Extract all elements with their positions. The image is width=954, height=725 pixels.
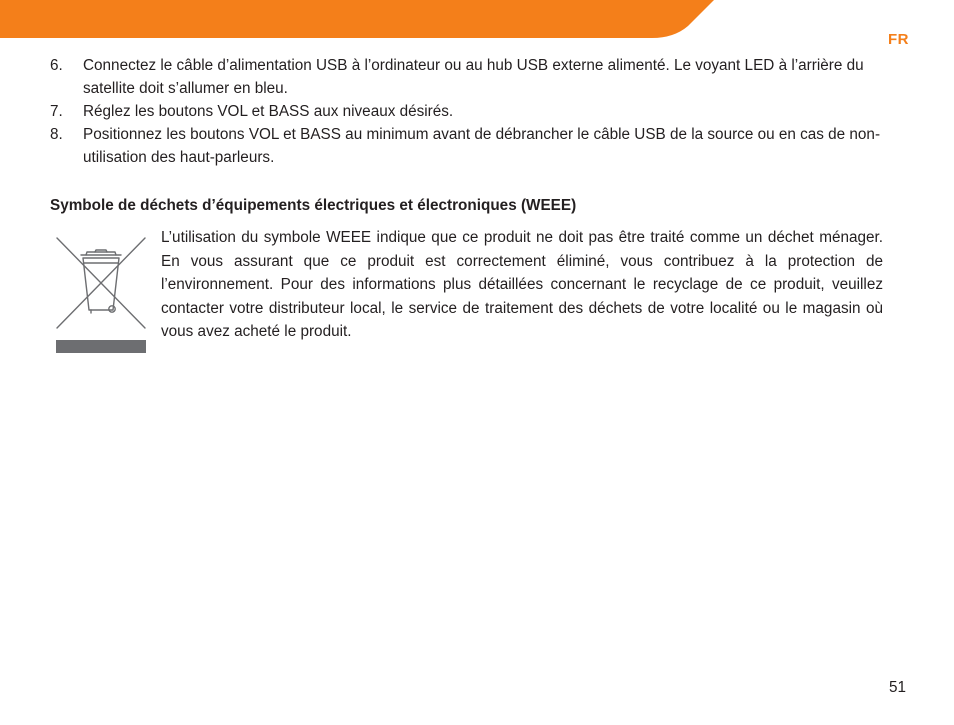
- step-number: 8.: [50, 126, 63, 143]
- step-text: Réglez les boutons VOL et BASS aux niveaux désirés.: [83, 103, 454, 120]
- section-title: Symbole de déchets d’équipements électriques et électroniques (WEEE): [50, 197, 577, 214]
- list-item: [50, 100, 884, 123]
- weee-description: L’utilisation du symbole WEEE indique que ce produit ne doit pas être traité comme un déchet ménager. En vous assurant que ce produit est correctement éliminé, vous contribuez à la protection de l’environnement. Pour des informations plus détaillées concernant le recyclage de ce produit, veuillez contacter votre distributeur local, le service de traitement des déchets de votre localité ou le magasin où vous avez acheté le produit.: [161, 229, 883, 340]
- crossed-out-wheelie-bin-icon: [55, 235, 147, 355]
- step-number: 6.: [50, 57, 63, 74]
- step-text: Positionnez les boutons VOL et BASS au minimum avant de débrancher le câble USB de la source ou en cas de non-utilisation des haut-parleurs.: [83, 126, 881, 166]
- step-number: 7.: [50, 103, 63, 120]
- step-text: Connectez le câble d’alimentation USB à l’ordinateur ou au hub USB externe alimenté. Le voyant LED à l’arrière du satellite doit s’allumer en bleu.: [83, 57, 864, 97]
- header-band: [0, 0, 954, 38]
- page-number: 51: [888, 679, 906, 696]
- instruction-steps: [50, 54, 884, 169]
- language-tag: FR: [888, 31, 909, 48]
- list-item: [50, 123, 884, 169]
- list-item: [50, 54, 884, 100]
